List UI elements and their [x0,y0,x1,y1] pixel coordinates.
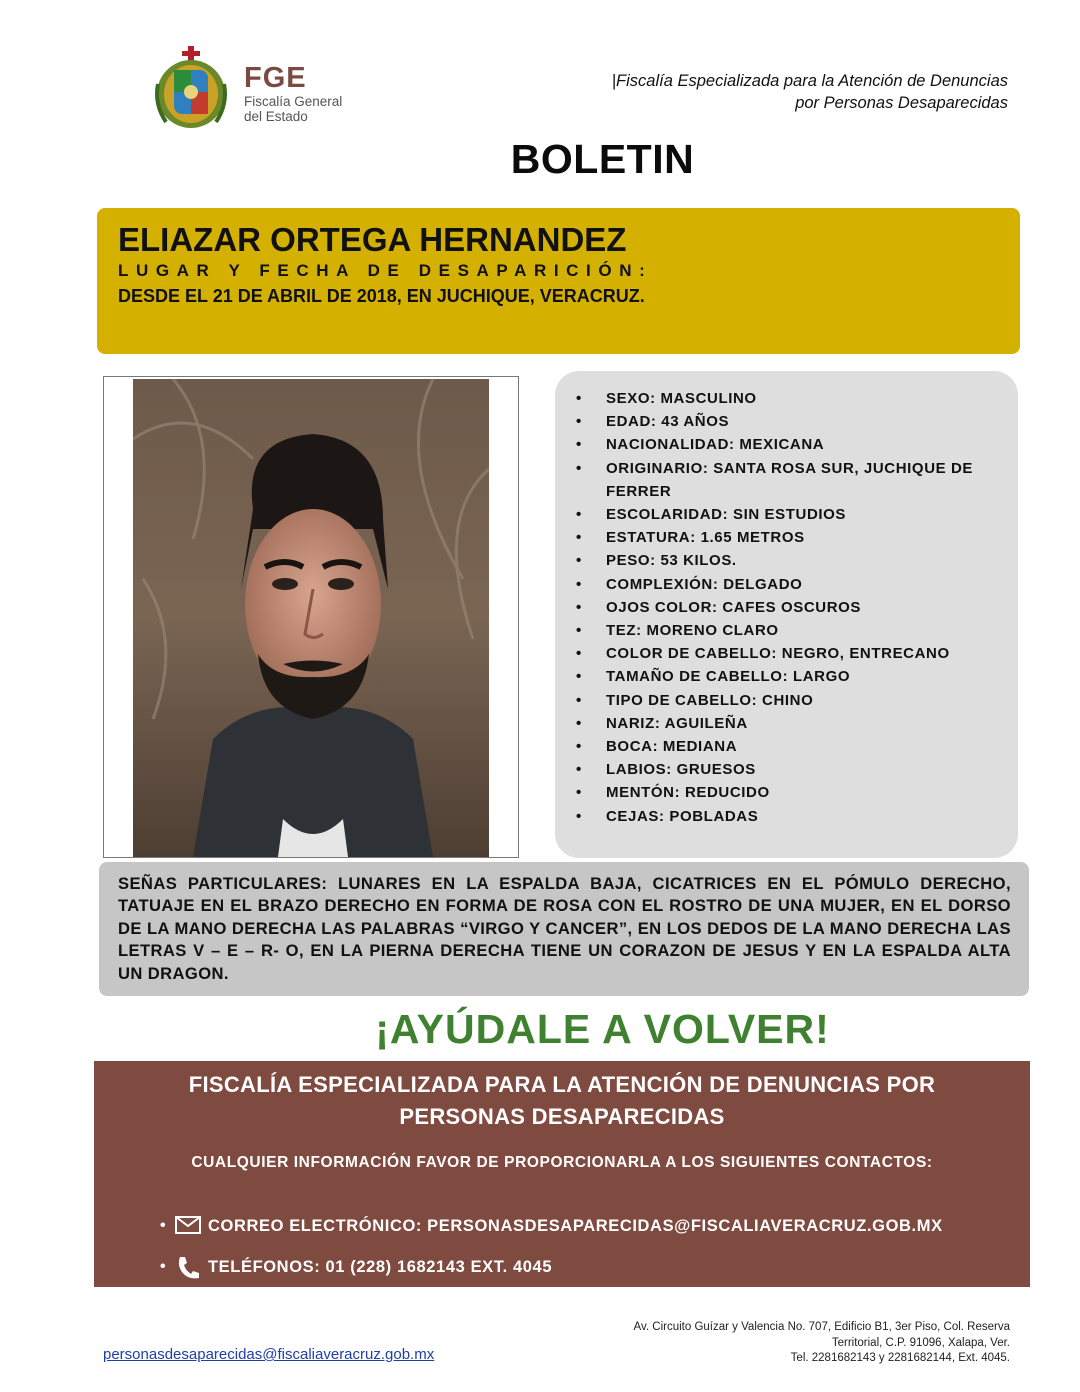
page-title: BOLETIN [510,136,695,182]
footer-address [634,1320,1010,1367]
header-office-title [612,70,1008,114]
contact-title [94,1069,1030,1133]
header-title-line: por Personas Desaparecidas [795,94,1008,112]
detail-item: • ORIGINARIO: SANTA ROSA SUR, JUCHIQUE DE FERRER [576,457,1006,503]
detail-item: • LABIOS: GRUESOS [576,758,1006,781]
detail-item: • NACIONALIDAD: MEXICANA [576,433,1006,456]
help-heading: ¡AYÚDALE A VOLVER! [375,1006,830,1052]
state-seal-icon [150,44,232,132]
contact-phone-row[interactable] [160,1255,552,1279]
detail-item: • EDAD: 43 AÑOS [576,410,1006,433]
header-title-line: |Fiscalía Especializada para la Atención de Denuncias [611,72,1008,90]
detail-item: • SEXO: MASCULINO [576,387,1006,410]
contact-email-row[interactable] [160,1214,943,1238]
logo-subtitle [244,94,342,124]
details-list [576,387,1006,828]
contact-title-line: PERSONAS DESAPARECIDAS [399,1104,725,1129]
detail-item: • COLOR DE CABELLO: NEGRO, ENTRECANO [576,642,1006,665]
contact-email-text[interactable]: CORREO ELECTRÓNICO: PERSONASDESAPARECIDAS@FISCALIAVERACRUZ.GOB.MX [208,1216,943,1235]
detail-item: • MENTÓN: REDUCIDO [576,781,1006,804]
logo-wordmark: FGE [244,62,307,94]
contact-subtitle: CUALQUIER INFORMACIÓN FAVOR DE PROPORCIONARLA A LOS SIGUIENTES CONTACTOS: [191,1154,933,1171]
detail-item: • COMPLEXIÓN: DELGADO [576,573,1006,596]
disappearance-label: LUGAR Y FECHA DE DESAPARICIÓN: [118,261,653,280]
footer-address-line: Tel. 2281682143 y 2281682144, Ext. 4045. [790,1352,1010,1364]
contact-title-line: FISCALÍA ESPECIALIZADA PARA LA ATENCIÓN DE DENUNCIAS POR [188,1072,936,1097]
logo-subtitle-line: del Estado [244,109,308,124]
detail-item: • TIPO DE CABELLO: CHINO [576,689,1006,712]
detail-item: • ESCOLARIDAD: SIN ESTUDIOS [576,503,1006,526]
detail-item: • OJOS COLOR: CAFES OSCUROS [576,596,1006,619]
detail-item: • ESTATURA: 1.65 METROS [576,526,1006,549]
person-name: ELIAZAR ORTEGA HERNANDEZ [118,221,627,258]
footer-email-link[interactable]: personasdesaparecidas@fiscaliaveracruz.gob.mx [103,1346,435,1363]
detail-item: • NARIZ: AGUILEÑA [576,712,1006,735]
logo-subtitle-line: Fiscalía General [244,94,343,109]
detail-item: • BOCA: MEDIANA [576,735,1006,758]
contact-phone-text[interactable]: TELÉFONOS: 01 (228) 1682143 EXT. 4045 [208,1257,553,1276]
disappearance-value: DESDE EL 21 DE ABRIL DE 2018, EN JUCHIQUE, VERACRUZ. [118,286,645,306]
detail-item: • TEZ: MORENO CLARO [576,619,1006,642]
detail-item: • CEJAS: POBLADAS [576,805,1006,828]
distinguishing-marks-text: SEÑAS PARTICULARES: LUNARES EN LA ESPALDA BAJA, CICATRICES EN EL PÓMULO DERECHO, TATUAJE EN EL BRAZO DERECHO EN FORMA DE ROSA CON EL ROSTRO DE UNA MUJER, EN EL DORSO DE LA MANO DERECHA LAS PALABRAS “VIRGO Y CANCER”, EN LOS DEDOS DE LA MANO DERECHA LAS LETRAS V – E – R- O, EN LA PIERNA DERECHA TIENE UN CORAZON DE JESUS Y EN LA ESPALDA ALTA UN DRAGON. [118,874,1011,983]
bullet-dot: • [160,1258,167,1275]
detail-item: • PESO: 53 KILOS. [576,549,1006,572]
footer-address-line: Av. Circuito Guízar y Valencia No. 707, Edificio B1, 3er Piso, Col. Reserva [633,1321,1010,1333]
envelope-icon [174,1214,208,1238]
footer-address-line: Territorial, C.P. 91096, Xalapa, Ver. [831,1336,1010,1349]
person-photo [133,379,489,857]
detail-item: • TAMAÑO DE CABELLO: LARGO [576,665,1006,688]
phone-icon [174,1255,208,1279]
bullet-dot: • [160,1217,167,1234]
